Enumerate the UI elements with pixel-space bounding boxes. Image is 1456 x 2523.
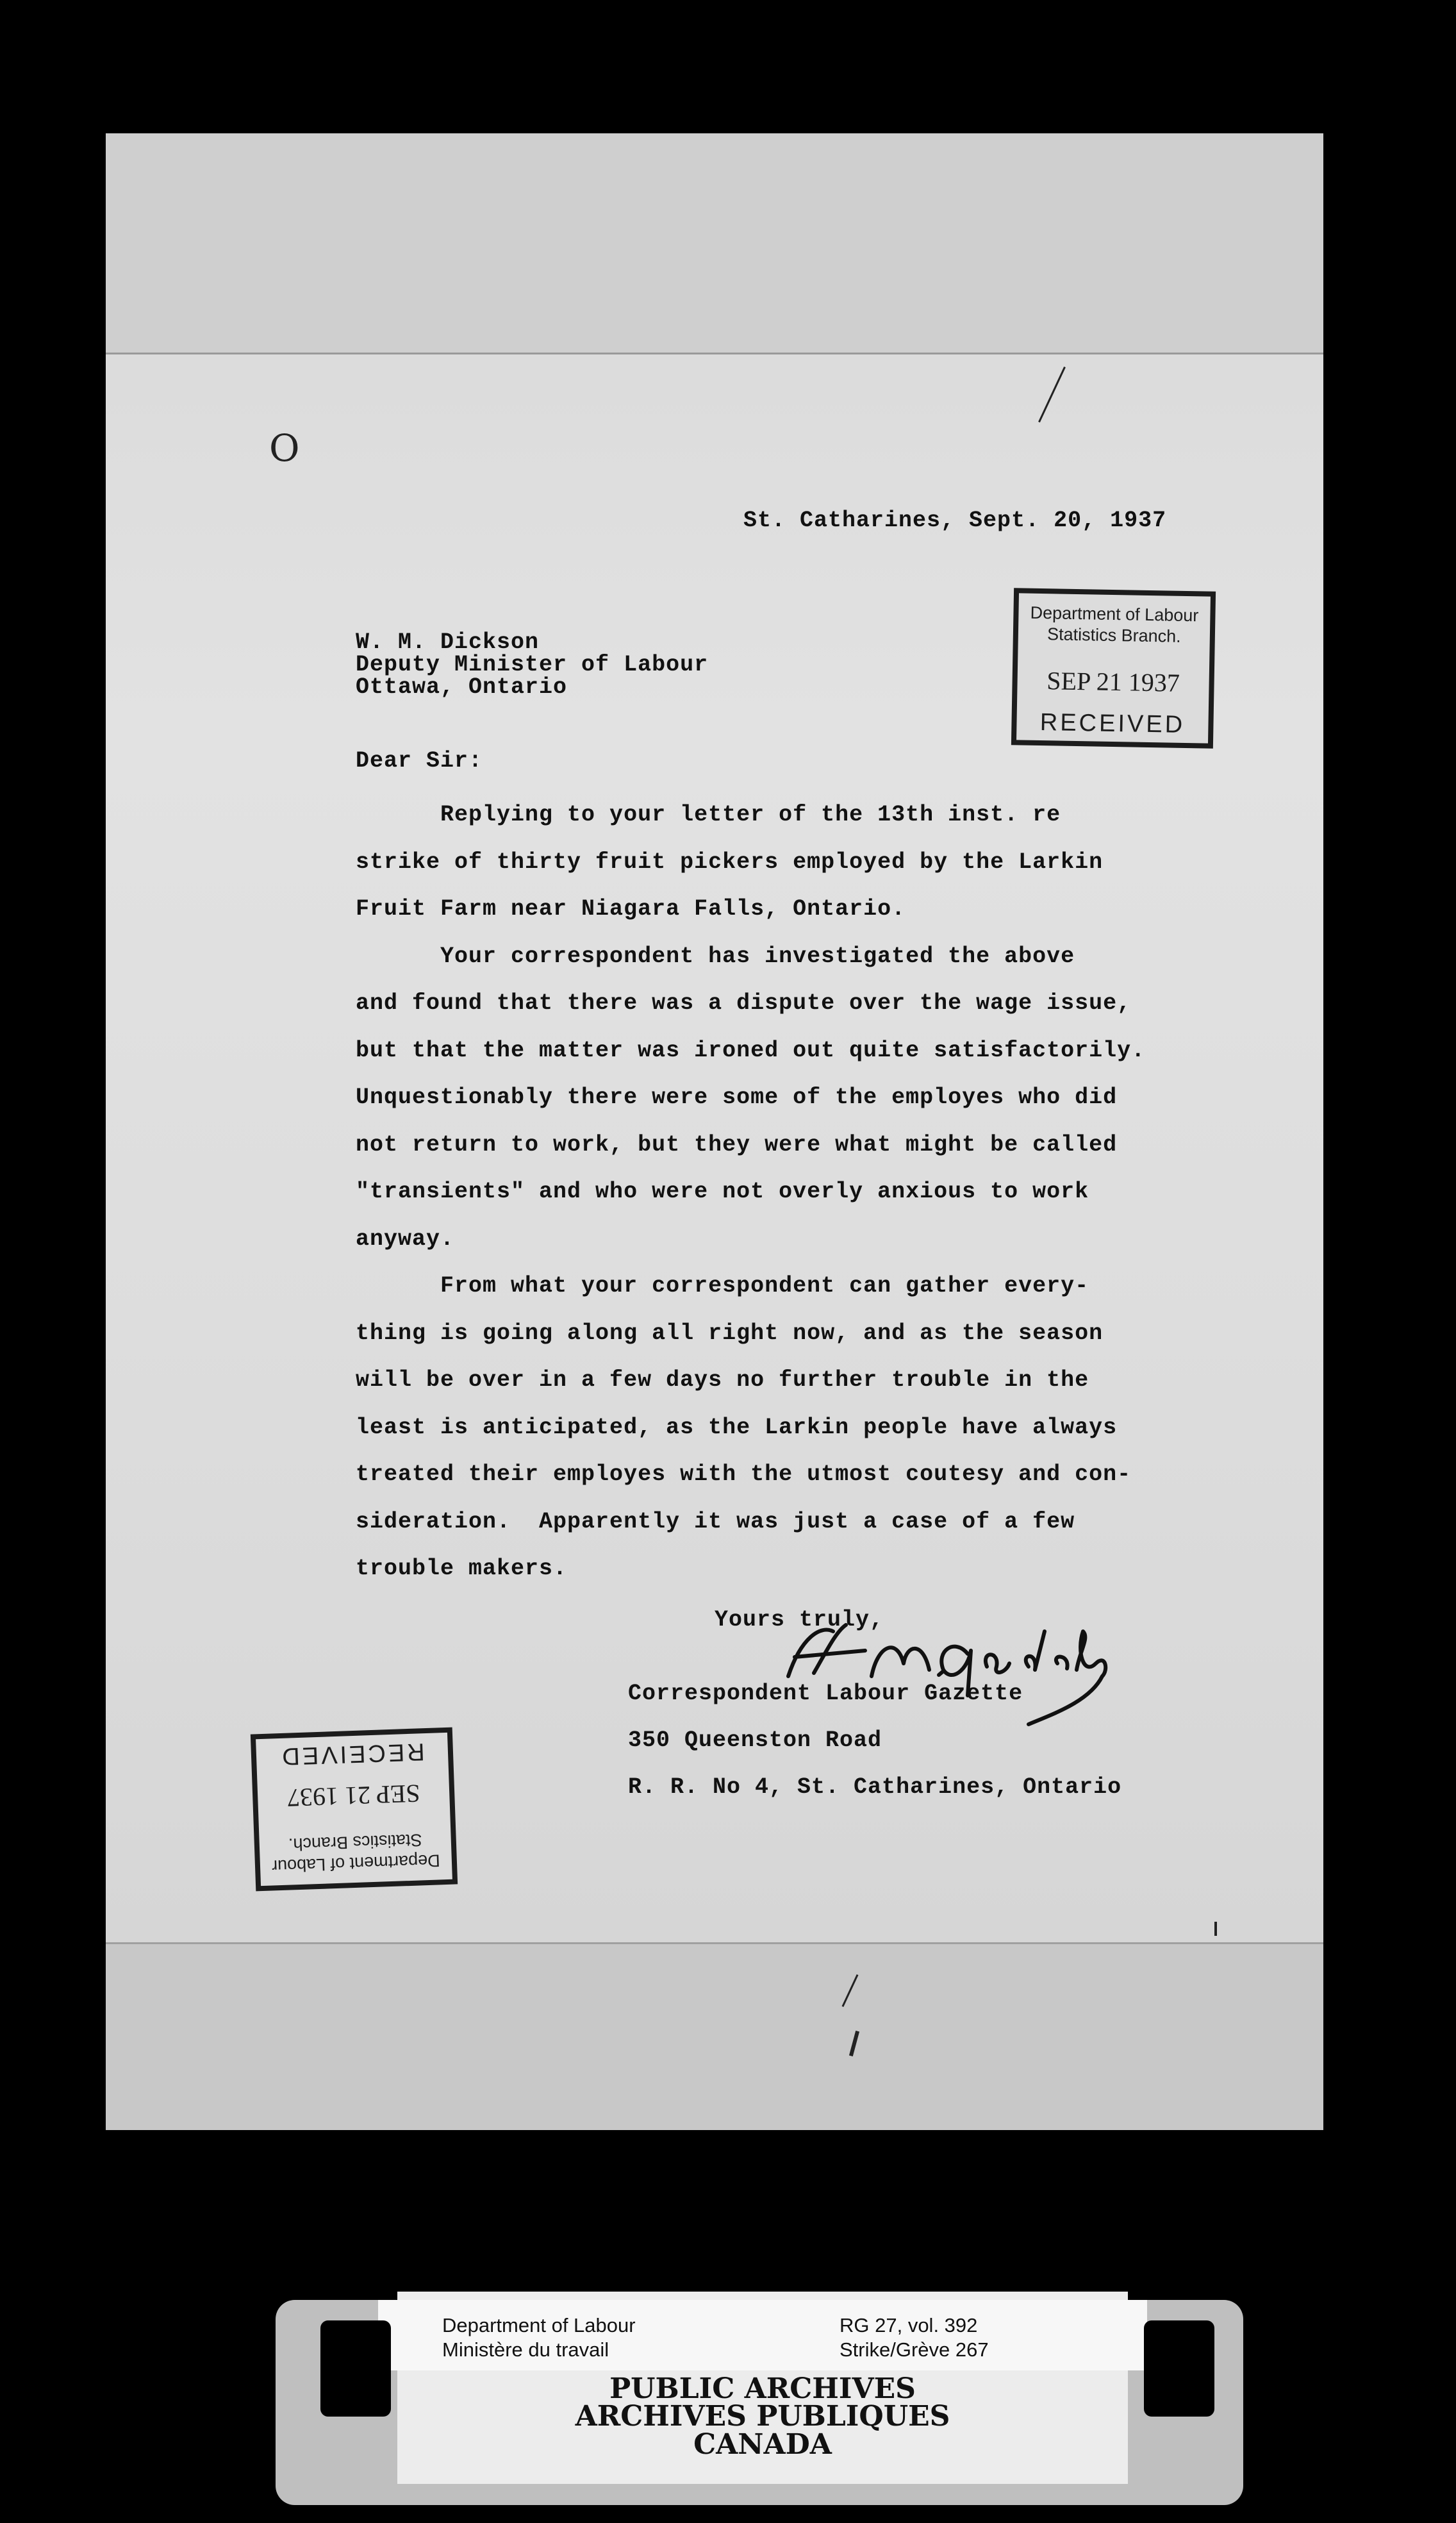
recipient-location: Ottawa, Ontario <box>356 674 568 700</box>
scratch-mark <box>1214 1922 1217 1936</box>
body-line: trouble makers. <box>356 1556 568 1581</box>
stamp-date: SEP 21 1937 <box>1046 666 1180 697</box>
received-stamp-bottom <box>251 1728 458 1892</box>
page-mark: O <box>269 426 300 470</box>
stamp-department: Department of Labour <box>271 1851 441 1876</box>
label-clip-left <box>320 2320 391 2417</box>
archive-department-fr: Ministère du travail <box>442 2338 609 2361</box>
body-line: but that the matter was ironed out quite satisfactorily. <box>356 1037 1146 1063</box>
body-line: Your correspondent has investigated the above <box>356 943 1075 969</box>
body-line: least is anticipated, as the Larkin people have always <box>356 1414 1118 1440</box>
signature-city: R. R. No 4, St. Catharines, Ontario <box>628 1774 1122 1800</box>
body-line: not return to work, but they were what might be called <box>356 1131 1118 1158</box>
archive-department-en: Department of Labour <box>442 2314 636 2336</box>
body-line: sideration. Apparently it was just a case of a few <box>356 1508 1075 1535</box>
letter-closing: Yours truly, <box>715 1607 884 1633</box>
body-line: and found that there was a dispute over the wage issue, <box>356 990 1132 1016</box>
salutation: Dear Sir: <box>356 748 483 774</box>
label-clip-right <box>1144 2320 1214 2417</box>
body-line: strike of thirty fruit pickers employed by the Larkin <box>356 849 1104 875</box>
handwritten-signature <box>775 1599 1121 1728</box>
letter-dateline: St. Catharines, Sept. 20, 1937 <box>743 508 1167 533</box>
received-stamp-top <box>1011 588 1216 748</box>
archive-strike-number: Strike/Grève 267 <box>840 2338 989 2361</box>
stamp-branch: Statistics Branch. <box>1046 624 1181 646</box>
stamp-date: SEP 21 1937 <box>286 1779 421 1813</box>
archive-title-fr: ARCHIVES PUBLIQUES <box>575 2400 950 2433</box>
archive-reference: RG 27, vol. 392 <box>840 2314 978 2336</box>
body-line: Unquestionably there were some of the employes who did <box>356 1085 1118 1110</box>
stamp-department: Department of Labour <box>1030 603 1199 626</box>
sheet-top-band <box>106 133 1323 354</box>
body-line: From what your correspondent can gather every- <box>356 1273 1089 1299</box>
signature-title: Correspondent Labour Gazette <box>628 1681 1023 1706</box>
body-line: anyway. <box>356 1226 455 1252</box>
body-line: treated their employes with the utmost coutesy and con- <box>356 1461 1132 1487</box>
archive-title-country: CANADA <box>693 2428 832 2461</box>
sheet-bottom-band <box>106 1942 1323 2130</box>
signature-address: 350 Queenston Road <box>628 1728 882 1753</box>
recipient-title: Deputy Minister of Labour <box>356 652 709 678</box>
body-line: "transients" and who were not overly anxious to work <box>356 1179 1089 1204</box>
scratch-mark <box>1038 367 1066 422</box>
body-line: will be over in a few days no further trouble in the <box>356 1367 1089 1393</box>
body-line: Fruit Farm near Niagara Falls, Ontario. <box>356 896 906 922</box>
body-line: Replying to your letter of the 13th inst. re <box>356 802 1061 828</box>
archive-title-en: PUBLIC ARCHIVES <box>609 2372 916 2405</box>
stamp-branch: Statistics Branch. <box>288 1830 423 1854</box>
letter-body <box>356 792 1189 1593</box>
recipient-name: W. M. Dickson <box>356 629 540 655</box>
body-line: thing is going along all right now, and as the season <box>356 1320 1104 1346</box>
stamp-status: RECEIVED <box>279 1738 426 1770</box>
stamp-status: RECEIVED <box>1039 709 1186 738</box>
